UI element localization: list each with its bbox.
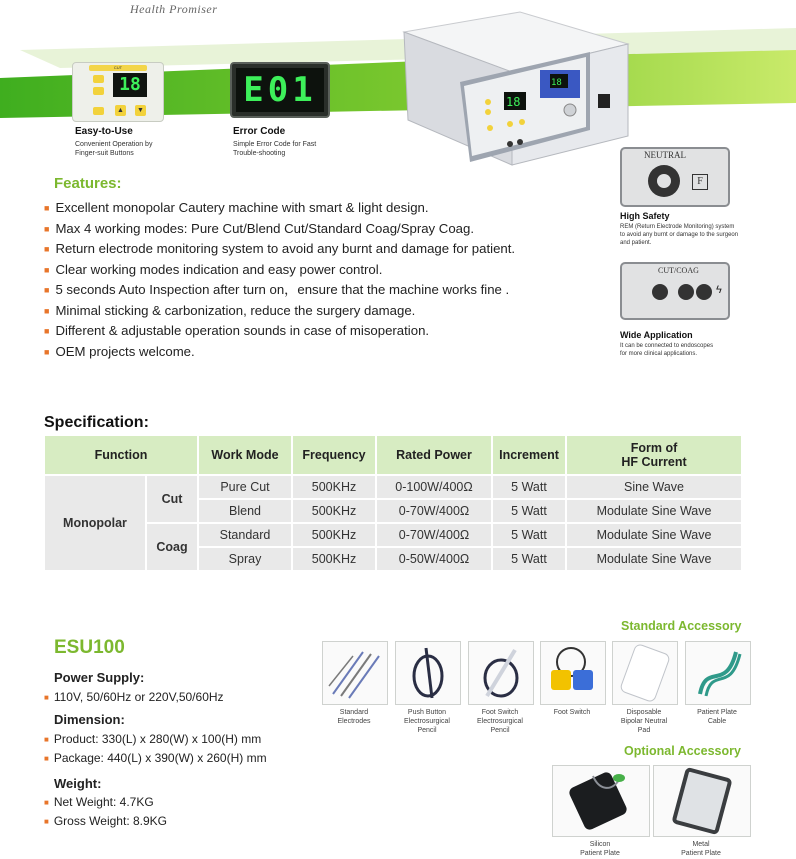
electrosurgical-unit-image xyxy=(400,10,632,170)
up-button[interactable]: ▲ xyxy=(115,105,126,116)
svg-text:18: 18 xyxy=(551,78,562,88)
error-code-panel xyxy=(230,62,330,118)
bullet-icon: ■ xyxy=(44,735,49,744)
dimension-package: ■ Package: 440(L) x 390(W) x 260(H) mm xyxy=(44,751,267,765)
f-label: F xyxy=(692,174,708,190)
feature-item: ■ 5 seconds Auto Inspection after turn on，ensure that the machine works fine . xyxy=(44,282,510,297)
accessory-caption: Push Button Electrosurgical Pencil xyxy=(404,709,450,734)
gross-weight: ■ Gross Weight: 8.9KG xyxy=(44,814,167,828)
col-function: Function xyxy=(45,436,197,474)
accessory-caption: Disposable Bipolar Neutral Pad xyxy=(620,709,668,734)
power-title: Power Supply: xyxy=(54,670,145,685)
col-frequency: Frequency xyxy=(293,436,375,474)
standard-electrodes-image xyxy=(322,641,388,705)
cell-freq: 500KHz xyxy=(293,524,375,546)
col-work-mode: Work Mode xyxy=(199,436,291,474)
feature-item: ■ Excellent monopolar Cautery machine with smart & light design. xyxy=(44,200,429,215)
bullet-icon: ■ xyxy=(44,223,50,234)
bullet-icon: ■ xyxy=(44,346,50,357)
mode-button[interactable] xyxy=(93,75,104,83)
error-title: Error Code xyxy=(233,126,286,137)
wide-desc-1: It can be connected to endoscopes xyxy=(620,343,714,349)
bolt-icon: ϟ xyxy=(716,284,722,296)
group-cut: Cut xyxy=(147,476,197,522)
cell-mode: Blend xyxy=(199,500,291,522)
neutral-pad-image xyxy=(612,641,678,705)
foot-switch-image xyxy=(540,641,606,705)
table-header-row xyxy=(45,436,741,474)
bullet-icon: ■ xyxy=(44,264,50,275)
down-button[interactable]: ▼ xyxy=(135,105,146,116)
socket-icon xyxy=(657,174,671,188)
wide-title: Wide Application xyxy=(620,330,693,340)
cell-power: 0-70W/400Ω xyxy=(377,500,491,522)
easy-to-use-panel xyxy=(72,62,164,122)
accessory-caption: Silicon Patient Plate xyxy=(580,841,620,857)
push-button-pencil-image xyxy=(395,641,461,705)
error-desc-1: Simple Error Code for Fast xyxy=(233,141,317,148)
features-title: Features: xyxy=(54,175,122,192)
bullet-icon: ■ xyxy=(44,305,50,316)
mode-button[interactable] xyxy=(93,107,104,115)
socket-icon xyxy=(652,284,668,300)
socket-icon xyxy=(678,284,694,300)
cut-label: CUT xyxy=(89,65,147,71)
col-rated-power: Rated Power xyxy=(377,436,491,474)
specification-title: Specification: xyxy=(44,414,149,431)
cell-inc: 5 Watt xyxy=(493,524,565,546)
neutral-plate-image xyxy=(620,147,730,207)
error-desc-2: Trouble-shooting xyxy=(233,150,286,157)
cell-form: Sine Wave xyxy=(567,476,741,498)
bullet-icon: ■ xyxy=(44,285,50,295)
safety-desc-3: and patient. xyxy=(620,240,652,246)
bullet-icon: ■ xyxy=(44,244,50,254)
cell-power: 0-70W/400Ω xyxy=(377,524,491,546)
cell-form: Modulate Sine Wave xyxy=(567,524,741,546)
cell-inc: 5 Watt xyxy=(493,548,565,570)
optional-accessory-title: Optional Accessory xyxy=(624,744,741,758)
net-weight: ■ Net Weight: 4.7KG xyxy=(44,795,154,809)
power-value: ■ 110V, 50/60Hz or 220V,50/60Hz xyxy=(44,690,224,704)
standard-accessory-title: Standard Accessory xyxy=(621,619,742,633)
model-name: ESU100 xyxy=(54,637,125,658)
safety-title: High Safety xyxy=(620,211,670,221)
features-list xyxy=(44,198,515,362)
bullet-icon: ■ xyxy=(44,754,49,763)
svg-text:18: 18 xyxy=(506,95,521,109)
cell-freq: 500KHz xyxy=(293,500,375,522)
cell-inc: 5 Watt xyxy=(493,500,565,522)
accessory-caption: Foot Switch xyxy=(553,709,591,716)
cell-inc: 5 Watt xyxy=(493,476,565,498)
cell-power: 0-50W/400Ω xyxy=(377,548,491,570)
bullet-icon: ■ xyxy=(44,817,49,826)
plate-cable-image xyxy=(685,641,751,705)
cut-coag-label: CUT/COAG xyxy=(658,266,699,275)
feature-item: ■ Clear working modes indication and easy power control. xyxy=(44,261,383,277)
cell-power: 0-100W/400Ω xyxy=(377,476,491,498)
cell-mode: Spray xyxy=(199,548,291,570)
error-display: E01 xyxy=(236,68,324,112)
col-form: Form of HF Current xyxy=(567,436,741,474)
cell-mode: Pure Cut xyxy=(199,476,291,498)
col-increment: Increment xyxy=(493,436,565,474)
easy-display: 18 xyxy=(113,73,147,97)
bullet-icon: ■ xyxy=(44,203,50,213)
dimension-product: ■ Product: 330(L) x 280(W) x 100(H) mm xyxy=(44,732,262,746)
silicon-plate-image xyxy=(552,765,650,837)
accessory-caption: Metal Patient Plate xyxy=(681,841,721,857)
cell-form: Modulate Sine Wave xyxy=(567,548,741,570)
group-monopolar: Monopolar xyxy=(45,476,145,570)
bullet-icon: ■ xyxy=(44,326,50,336)
feature-item: ■ Different & adjustable operation sounds in case of misoperation. xyxy=(44,323,430,338)
accessory-caption: Patient Plate Cable xyxy=(697,709,737,725)
cell-freq: 500KHz xyxy=(293,548,375,570)
foot-switch-pencil-image xyxy=(468,641,534,705)
easy-title: Easy-to-Use xyxy=(75,126,133,137)
dimension-title: Dimension: xyxy=(54,712,125,727)
cell-freq: 500KHz xyxy=(293,476,375,498)
brand-signature: Health Promiser xyxy=(130,2,218,16)
easy-desc-2: Finger-suit Buttons xyxy=(75,150,134,157)
specification-table xyxy=(43,434,743,572)
feature-item: ■ OEM projects welcome. xyxy=(44,343,195,359)
table-row xyxy=(45,524,741,546)
mode-button[interactable] xyxy=(93,87,104,95)
accessory-caption: Foot Switch Electrosurgical Pencil xyxy=(477,709,523,734)
weight-title: Weight: xyxy=(54,776,102,791)
safety-desc-1: REM (Return Electrode Monitoring) system xyxy=(620,224,735,230)
cell-mode: Standard xyxy=(199,524,291,546)
feature-item: ■ Return electrode monitoring system to avoid any burnt and damage for patient. xyxy=(44,241,516,256)
accessory-caption: Standard Electrodes xyxy=(337,709,371,725)
metal-plate-image xyxy=(653,765,751,837)
feature-item: ■ Minimal sticking & carbonization, reduce the surgery damage. xyxy=(44,302,416,318)
neutral-label: NEUTRAL xyxy=(644,150,686,160)
socket-icon xyxy=(696,284,712,300)
bullet-icon: ■ xyxy=(44,798,49,807)
easy-desc-1: Convenient Operation by xyxy=(75,141,153,148)
table-row xyxy=(45,476,741,498)
safety-desc-2: to avoid any burnt or damage to the surgeon xyxy=(620,232,739,238)
bullet-icon: ■ xyxy=(44,693,49,702)
cut-coag-plate-image xyxy=(620,262,730,320)
group-coag: Coag xyxy=(147,524,197,570)
cell-form: Modulate Sine Wave xyxy=(567,500,741,522)
wide-desc-2: for more clinical applications. xyxy=(620,351,698,357)
feature-item: ■ Max 4 working modes: Pure Cut/Blend Cut/Standard Coag/Spray Coag. xyxy=(44,220,474,236)
